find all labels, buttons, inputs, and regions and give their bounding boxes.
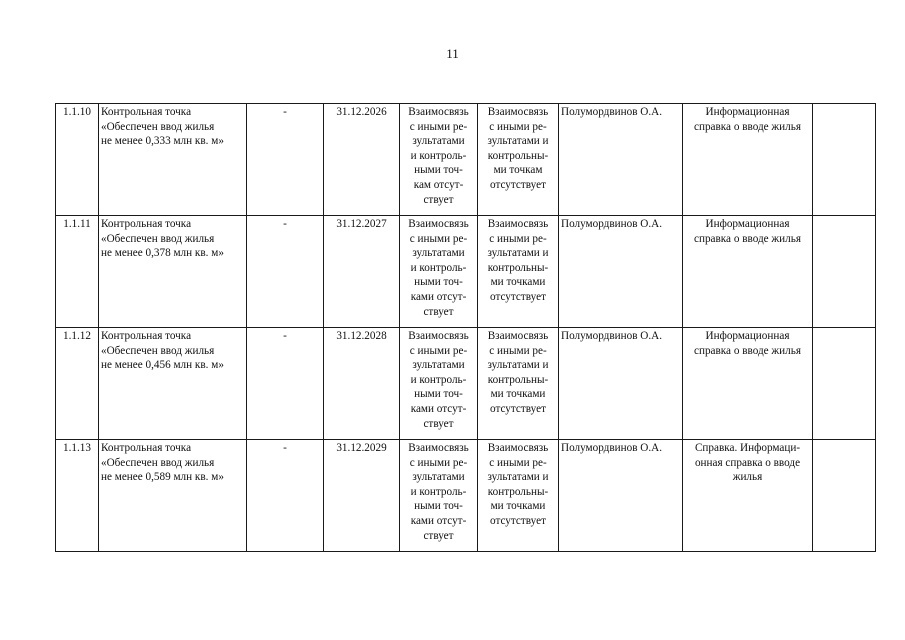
relation-cell: Взаимосвязь с иными ре- зультатами и контроль- ными точ- кам отсут- ствует: [400, 104, 478, 216]
table-row: [56, 216, 876, 328]
deadline-date: 31.12.2028: [324, 328, 400, 440]
relation-cell-secondary: Взаимосвязь с иными ре- зультатами и контрольны- ми точками отсутствует: [478, 440, 559, 552]
predecessor-cell: -: [247, 440, 324, 552]
row-number: 1.1.12: [56, 328, 99, 440]
confirming-document: Информационная справка о вводе жилья: [683, 104, 813, 216]
empty-cell: [813, 440, 876, 552]
empty-cell: [813, 328, 876, 440]
responsible-person: Полумордвинов О.А.: [559, 440, 683, 552]
deadline-date: 31.12.2027: [324, 216, 400, 328]
relation-cell: Взаимосвязь с иными ре- зультатами и контроль- ными точ- ками отсут- ствует: [400, 328, 478, 440]
responsible-person: Полумордвинов О.А.: [559, 216, 683, 328]
confirming-document: Информационная справка о вводе жилья: [683, 216, 813, 328]
empty-cell: [813, 104, 876, 216]
predecessor-cell: -: [247, 104, 324, 216]
relation-cell: Взаимосвязь с иными ре- зультатами и контроль- ными точ- ками отсут- ствует: [400, 216, 478, 328]
table-row: [56, 104, 876, 216]
row-number: 1.1.13: [56, 440, 99, 552]
relation-cell-secondary: Взаимосвязь с иными ре- зультатами и контрольны- ми точкам отсутствует: [478, 104, 559, 216]
table-row: [56, 328, 876, 440]
relation-cell-secondary: Взаимосвязь с иными ре- зультатами и контрольны- ми точками отсутствует: [478, 328, 559, 440]
row-number: 1.1.11: [56, 216, 99, 328]
deadline-date: 31.12.2029: [324, 440, 400, 552]
control-point-name: Контрольная точка «Обеспечен ввод жилья не менее 0,456 млн кв. м»: [99, 328, 247, 440]
control-point-name: Контрольная точка «Обеспечен ввод жилья не менее 0,378 млн кв. м»: [99, 216, 247, 328]
relation-cell: Взаимосвязь с иными ре- зультатами и контроль- ными точ- ками отсут- ствует: [400, 440, 478, 552]
confirming-document: Справка. Информаци- онная справка о вводе жилья: [683, 440, 813, 552]
control-point-name: Контрольная точка «Обеспечен ввод жилья не менее 0,589 млн кв. м»: [99, 440, 247, 552]
table-body: [56, 104, 876, 552]
predecessor-cell: -: [247, 328, 324, 440]
deadline-date: 31.12.2026: [324, 104, 400, 216]
control-point-name: Контрольная точка «Обеспечен ввод жилья не менее 0,333 млн кв. м»: [99, 104, 247, 216]
row-number: 1.1.10: [56, 104, 99, 216]
table-row: [56, 440, 876, 552]
predecessor-cell: -: [247, 216, 324, 328]
control-points-table: [55, 103, 876, 552]
responsible-person: Полумордвинов О.А.: [559, 104, 683, 216]
confirming-document: Информационная справка о вводе жилья: [683, 328, 813, 440]
empty-cell: [813, 216, 876, 328]
relation-cell-secondary: Взаимосвязь с иными ре- зультатами и контрольны- ми точками отсутствует: [478, 216, 559, 328]
responsible-person: Полумордвинов О.А.: [559, 328, 683, 440]
page-number: 11: [446, 46, 459, 61]
